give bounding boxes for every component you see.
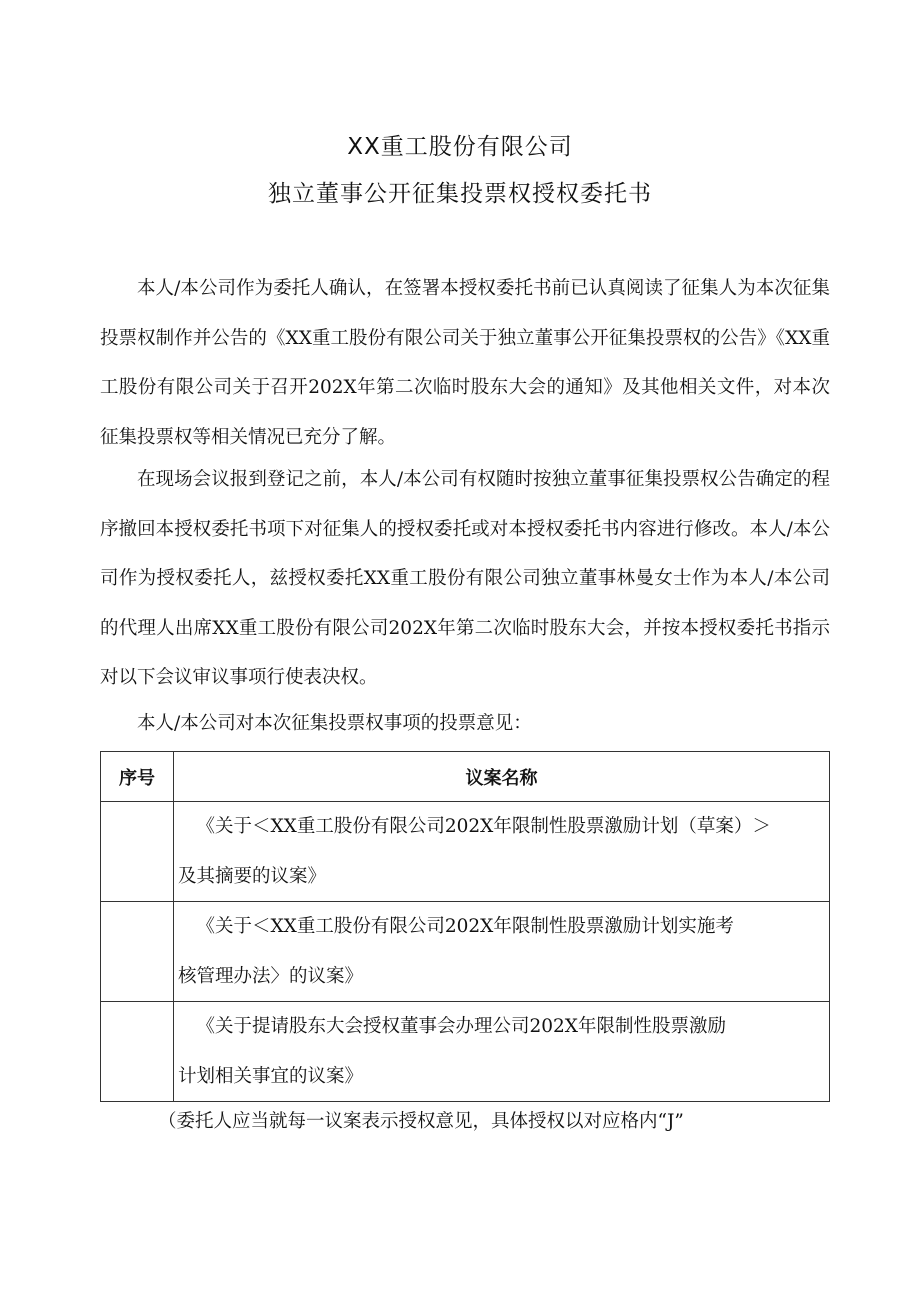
- instruction-note: （委托人应当就每一议案表示授权意见，具体授权以对应格内“J”: [158, 1111, 684, 1132]
- serial-cell: [101, 1002, 174, 1102]
- paragraph-authorization: 在现场会议报到登记之前，本人/本公司有权随时按独立董事征集投票权公告确定的程序撤回本授权委托书项下对征集人的授权委托或对本授权委托书内容进行修改。本人/本公司作为授权委托人，兹授权委托XX重工股份有限公司独立董事林曼女士作为本人/本公司的代理人出席XX重工股份有限公司202X年第二次临时股东大会，并按本授权委托书指示对以下会议审议事项行使表决权。: [100, 469, 830, 688]
- proposal-cell: [174, 1002, 830, 1102]
- proposal-line: 《关于＜XX重工股份有限公司202X年限制性股票激励计划实施考: [196, 916, 734, 937]
- proposal-cell: [174, 802, 830, 902]
- company-title: XX重工股份有限公司: [347, 134, 573, 160]
- table-row: [101, 802, 830, 902]
- table-row: [101, 902, 830, 1002]
- proposal-cell: [174, 902, 830, 1002]
- table-header-row: [101, 752, 830, 802]
- proposal-line: 《关于提请股东大会授权董事会办理公司202X年限制性股票激励: [196, 1016, 726, 1037]
- proposal-line: 及其摘要的议案》: [178, 865, 327, 887]
- header-serial: 序号: [101, 752, 174, 802]
- paragraph-confirmation: 本人/本公司作为委托人确认，在签署本授权委托书前已认真阅读了征集人为本次征集投票权制作并公告的《XX重工股份有限公司关于独立董事公开征集投票权的公告》《XX重工股份有限公司关于召开202X年第二次临时股东大会的通知》及其他相关文件，对本次征集投票权等相关情况已充分了解。: [100, 278, 830, 448]
- serial-cell: [101, 802, 174, 902]
- serial-cell: [101, 902, 174, 1002]
- proposal-line: 《关于＜XX重工股份有限公司202X年限制性股票激励计划（草案）＞: [196, 816, 771, 837]
- document-title: 独立董事公开征集投票权授权委托书: [268, 181, 652, 207]
- table-row: [101, 1002, 830, 1102]
- proposal-line: 计划相关事宜的议案》: [178, 1065, 364, 1087]
- header-proposal: 议案名称: [174, 752, 830, 802]
- vote-table: [100, 751, 830, 1102]
- paragraph-vote-intro: 本人/本公司对本次征集投票权事项的投票意见：: [137, 713, 532, 734]
- proposal-line: 核管理办法〉的议案》: [178, 965, 364, 987]
